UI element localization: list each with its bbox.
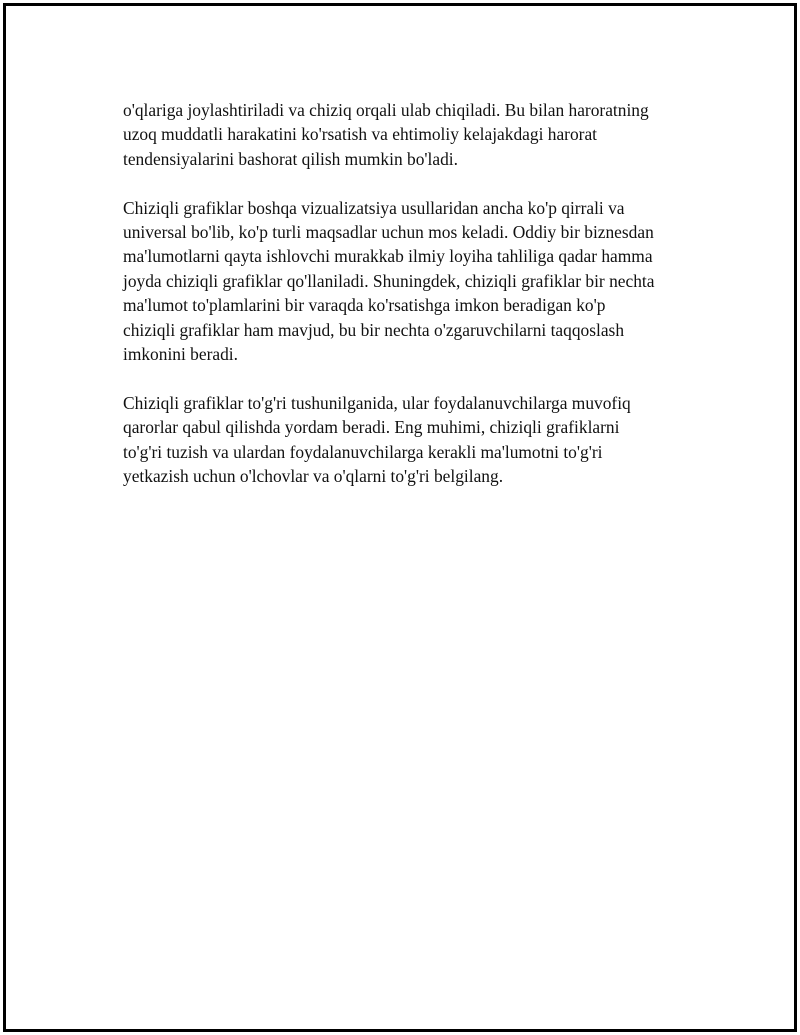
text-line: tendensiyalarini bashorat qilish mumkin bo'ladi.	[123, 148, 458, 169]
text-line: to'g'ri tuzish va ulardan foydalanuvchilarga kerakli ma'lumotni to'g'ri	[123, 441, 603, 462]
document-body	[123, 98, 723, 513]
text-line: joyda chiziqli grafiklar qo'llaniladi. Shuningdek, chiziqli grafiklar bir nechta	[123, 270, 655, 291]
text-line: Chiziqli grafiklar to'g'ri tushunilganida, ular foydalanuvchilarga muvofiq	[123, 392, 631, 413]
text-line: ma'lumotlarni qayta ishlovchi murakkab ilmiy loyiha tahliliga qadar hamma	[123, 246, 653, 267]
text-line: universal bo'lib, ko'p turli maqsadlar uchun mos keladi. Oddiy bir biznesdan	[123, 222, 654, 243]
paragraph-1	[123, 98, 723, 171]
text-line: o'qlariga joylashtiriladi va chiziq orqali ulab chiqiladi. Bu bilan haroratning	[123, 100, 649, 120]
text-line: Chiziqli grafiklar boshqa vizualizatsiya usullaridan ancha ko'p qirrali va	[123, 197, 625, 218]
paragraph-2	[123, 196, 723, 367]
page-frame	[3, 3, 797, 1032]
text-line: chiziqli grafiklar ham mavjud, bu bir nechta o'zgaruvchilarni taqqoslash	[123, 319, 625, 340]
text-line: ma'lumot to'plamlarini bir varaqda ko'rsatishga imkon beradigan ko'p	[123, 295, 606, 316]
paragraph-3	[123, 391, 723, 489]
text-line: uzoq muddatli harakatini ko'rsatish va ehtimoliy kelajakdagi harorat	[123, 124, 597, 145]
text-line: yetkazish uchun o'lchovlar va o'qlarni to'g'ri belgilang.	[123, 466, 504, 487]
text-line: qarorlar qabul qilishda yordam beradi. Eng muhimi, chiziqli grafiklarni	[123, 417, 620, 438]
text-line: imkonini beradi.	[123, 344, 238, 365]
